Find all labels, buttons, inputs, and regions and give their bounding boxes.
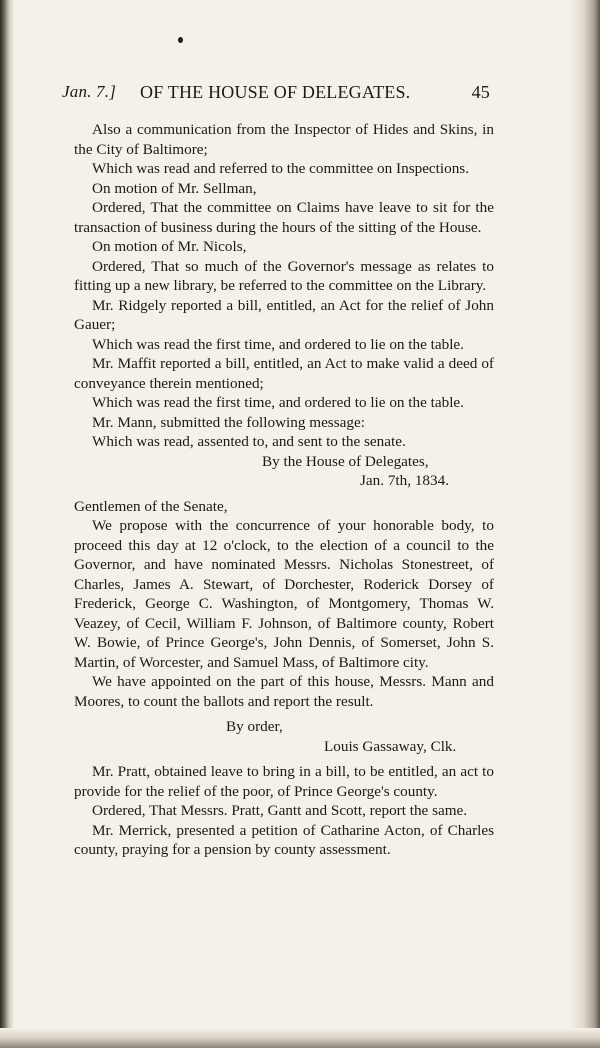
paragraph: Which was read, assented to, and sent to the senate. [92, 433, 406, 450]
paragraph: Also a communication from the Inspector of Hides and Skins, in the City of Baltimore; [74, 121, 494, 158]
paragraph: Mr. Ridgely reported a bill, entitled, an Act for the relief of John Gauer; [74, 296, 494, 333]
message-paragraph: We have appointed on the part of this house, Messrs. Mann and Moores, to count the ballots and report the result. [74, 673, 494, 710]
paragraph: Mr. Pratt, obtained leave to bring in a bill, to be entitled, an act to provide for the relief of the poor, of Prince George's county. [74, 763, 494, 800]
paragraph: Which was read the first time, and ordered to lie on the table. [92, 335, 464, 353]
paragraph: Mr. Merrick, presented a petition of Catharine Acton, of Charles county, praying for a pension by county assessment. [74, 821, 494, 858]
paragraph: Mr. Mann, submitted the following message: [92, 413, 365, 431]
left-binding-edge [0, 0, 14, 1048]
paragraph: Mr. Maffit reported a bill, entitled, an Act to make valid a deed of conveyance therein mentioned; [74, 355, 494, 392]
bottom-page-edge [0, 1028, 600, 1048]
ink-speck [178, 37, 183, 43]
salutation: Gentlemen of the Senate, [74, 497, 228, 515]
message-date-line: Jan. 7th, 1834. [360, 472, 450, 489]
paragraph: On motion of Mr. Sellman, [92, 179, 257, 197]
paragraph: On motion of Mr. Nicols, [92, 238, 247, 255]
header-date: Jan. 7.] [62, 82, 117, 101]
paragraph: Ordered, That Messrs. Pratt, Gantt and Scott, report the same. [92, 802, 468, 819]
clerk-signature-line: Louis Gassaway, Clk. [324, 737, 457, 755]
page-body [74, 120, 494, 860]
right-page-edge [570, 0, 600, 1048]
message-signature-line: By the House of Delegates, [262, 452, 429, 470]
paragraph: Ordered, That so much of the Governor's message as relates to fitting up a new library, be referred to the committee on the Library. [74, 257, 494, 294]
order-signature-line: By order, [226, 718, 283, 735]
message-paragraph: We propose with the concurrence of your honorable body, to proceed this day at 12 o'clock, to the election of a council to the Governor, and have nominated Messrs. Nicholas Stonestreet, of Charles, James A. Stewart, of Dorchester, Roderick Dorsey of Frederick, George C. Washington, of Montgomery, Thomas W. Veazey, of Cecil, William F. Johnson, of Baltimore county, Robert W. Bowie, of Prince George's, John Dennis, of Somerset, John S. Martin, of Worcester, and Samuel Mass, of Baltimore city. [74, 517, 494, 671]
page-number: 45 [471, 82, 490, 102]
header-title: OF THE HOUSE OF DELEGATES. [140, 82, 411, 102]
paragraph: Which was read and referred to the committee on Inspections. [92, 160, 470, 177]
paragraph: Ordered, That the committee on Claims have leave to sit for the transaction of business during the hours of the sitting of the House. [74, 199, 494, 236]
running-head [62, 78, 490, 108]
paragraph: Which was read the first time, and ordered to lie on the table. [92, 394, 464, 411]
